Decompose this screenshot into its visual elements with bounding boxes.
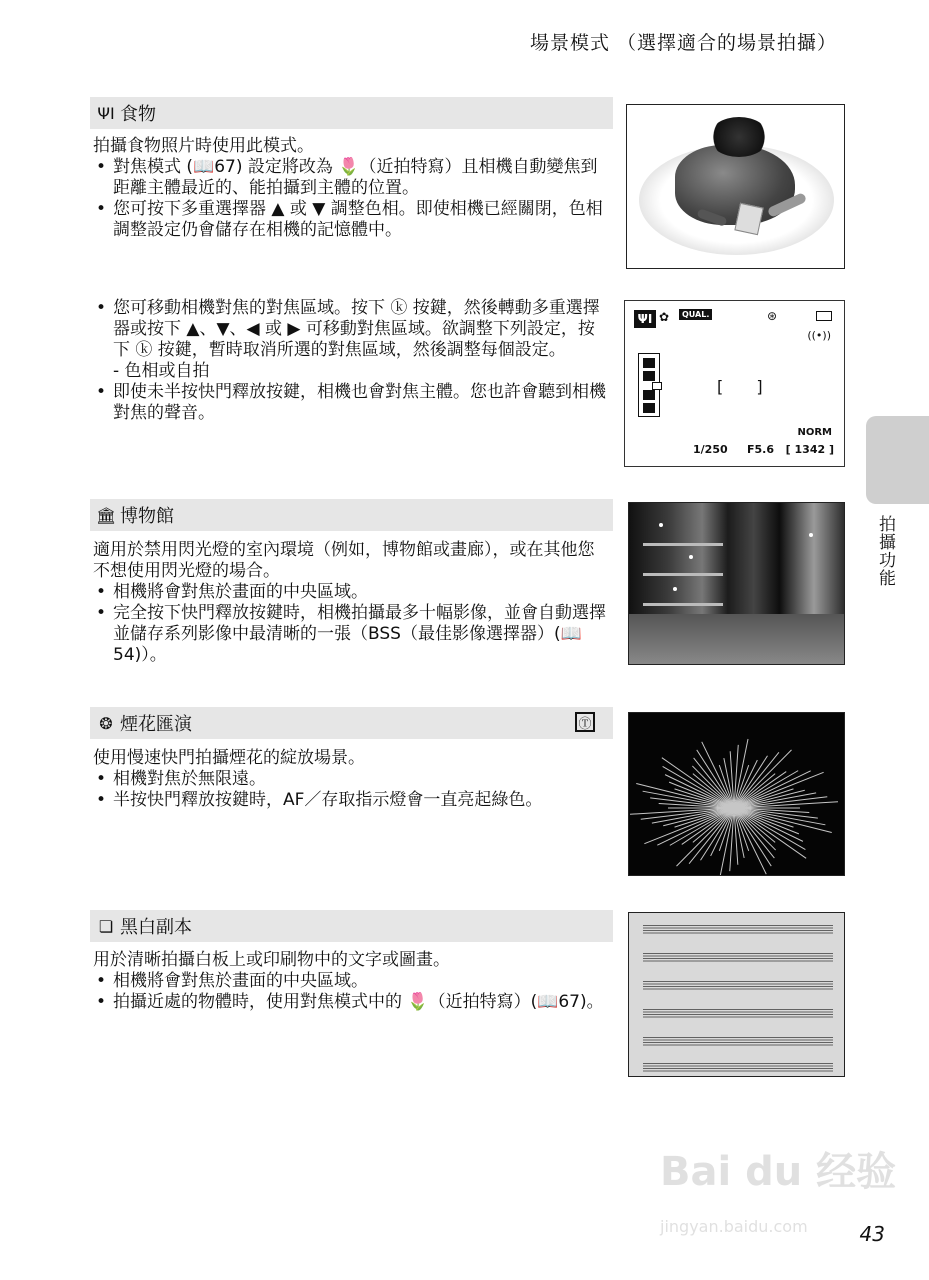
fireworks-intro: 使用慢速快門拍攝煙花的綻放場景。 [93,748,365,768]
page-number: 43 [859,1222,885,1246]
black-white-copy-icon: ❏ [98,916,114,936]
macro-icon: ✿ [659,310,670,324]
slider-segment [643,390,655,400]
fireworks-bullet-1: • 相機對焦於無限遠。 [93,769,611,790]
vibration-reduction-icon: ⊛ [767,309,778,323]
shots-remaining: [ 1342 ] [785,443,834,456]
light-spot [689,555,693,559]
fireworks-description [93,748,611,811]
music-staff [643,1009,833,1019]
museum-description [93,540,611,666]
herb-shape [709,117,769,157]
copy-description [93,950,611,1013]
shelf-shape [643,543,723,546]
section-header-copy [90,910,613,942]
aperture-value: F5.6 [747,443,775,456]
section-header-fireworks [90,707,613,739]
light-spot [673,587,677,591]
fireworks-burst [629,713,845,876]
hue-slider [638,353,660,417]
museum-icon: 🏛 [96,505,117,525]
food-sub-item: - 色相或自拍 [113,361,210,381]
shutter-speed: 1/250 [693,443,728,456]
battery-icon [816,311,832,321]
fireworks-icon: ❂ [99,713,113,733]
food-photo [626,104,845,269]
light-spot [659,523,663,527]
food-focus-bullet-1: • 您可移動相機對焦的對焦區域。按下 ⓚ 按鍵，然後轉動多重選擇器或按下 ▲、▼、◀ 或 ▶ 可移動對焦區域。欲調整下列設定，按下 ⓚ 按鍵，暫時取消所選的對焦區域，然後調整每個設定。 [93,298,611,361]
food-focus-description [93,298,611,424]
section-title-copy: 黑白副本 [120,917,192,938]
image-mode-indicator: NORM [797,427,832,438]
sheet-music-photo [628,912,845,1077]
fireworks-photo [628,712,845,876]
museum-bullet-2: • 完全按下快門釋放按鍵時，相機拍攝最多十幅影像，並會自動選擇並儲存系列影像中最清晰的一張（BSS（最佳影像選擇器）(📖54)）。 [93,603,611,666]
section-header-museum [90,499,613,531]
museum-photo [628,502,845,665]
copy-intro: 用於清晰拍攝白板上或印刷物中的文字或圖畫。 [93,950,450,970]
watermark-url: jingyan.baidu.com [660,1217,808,1236]
food-focus-bullet-2: • 即使未半按快門釋放按鍵，相機也會對焦主體。您也許會聽到相機對焦的聲音。 [93,382,611,424]
museum-intro: 適用於禁用閃光燈的室內環境（例如，博物館或畫廊），或在其他您不想使用閃光燈的場合。 [93,540,595,581]
food-intro: 拍攝食物照片時使用此模式。 [93,136,314,156]
food-bullet-2: • 您可按下多重選擇器 ▲ 或 ▼ 調整色相。即使相機已經關閉，色相調整設定仍會儲存在相機的記憶體中。 [93,199,611,241]
slider-knob [652,382,662,390]
shelf-shape [643,603,723,606]
copy-bullet-1: • 相機將會對焦於畫面的中央區域。 [93,971,611,992]
light-spot [809,533,813,537]
focus-area-bracket: [ ] [717,377,777,396]
food-mode-icon: ΨΙ [634,310,656,328]
camera-monitor-screen [624,300,845,467]
watermark-brand: Bai du 经验 [660,1149,897,1195]
slider-segment [643,358,655,368]
tripod-icon: Ⓣ [575,712,595,732]
music-staff [643,1037,833,1047]
fork-knife-icon: ΨΙ [97,103,115,123]
sound-icon: ((•)) [807,329,831,342]
music-staff [643,1063,833,1073]
chapter-side-tab [866,416,929,504]
section-header-food [90,97,613,129]
floor-shape [629,614,844,664]
firework-ray [734,752,779,808]
section-title-food: 食物 [120,104,156,125]
page-header-title: 場景模式 （選擇適合的場景拍攝） [529,32,837,54]
food-description [93,136,611,241]
chapter-side-label: 拍攝功能 [875,515,895,587]
museum-bullet-1: • 相機將會對焦於畫面的中央區域。 [93,582,611,603]
copy-bullet-2: • 拍攝近處的物體時，使用對焦模式中的 🌷（近拍特寫）(📖67)。 [93,992,611,1013]
slider-segment [643,403,655,413]
shelf-shape [643,573,723,576]
fireworks-bullet-2: • 半按快門釋放按鍵時，AF／存取指示燈會一直亮起綠色。 [93,790,611,811]
qual-badge: QUAL. [679,309,712,320]
slider-segment [643,371,655,381]
music-staff [643,981,833,991]
firework-ray [689,808,734,864]
music-staff [643,953,833,963]
music-staff [643,925,833,935]
food-bullet-1: • 對焦模式 (📖67) 設定將改為 🌷（近拍特寫）且相機自動變焦到距離主體最近的、能拍攝到主體的位置。 [93,157,611,199]
section-title-museum: 博物館 [120,506,174,527]
section-title-fireworks: 煙花匯演 [120,714,192,735]
